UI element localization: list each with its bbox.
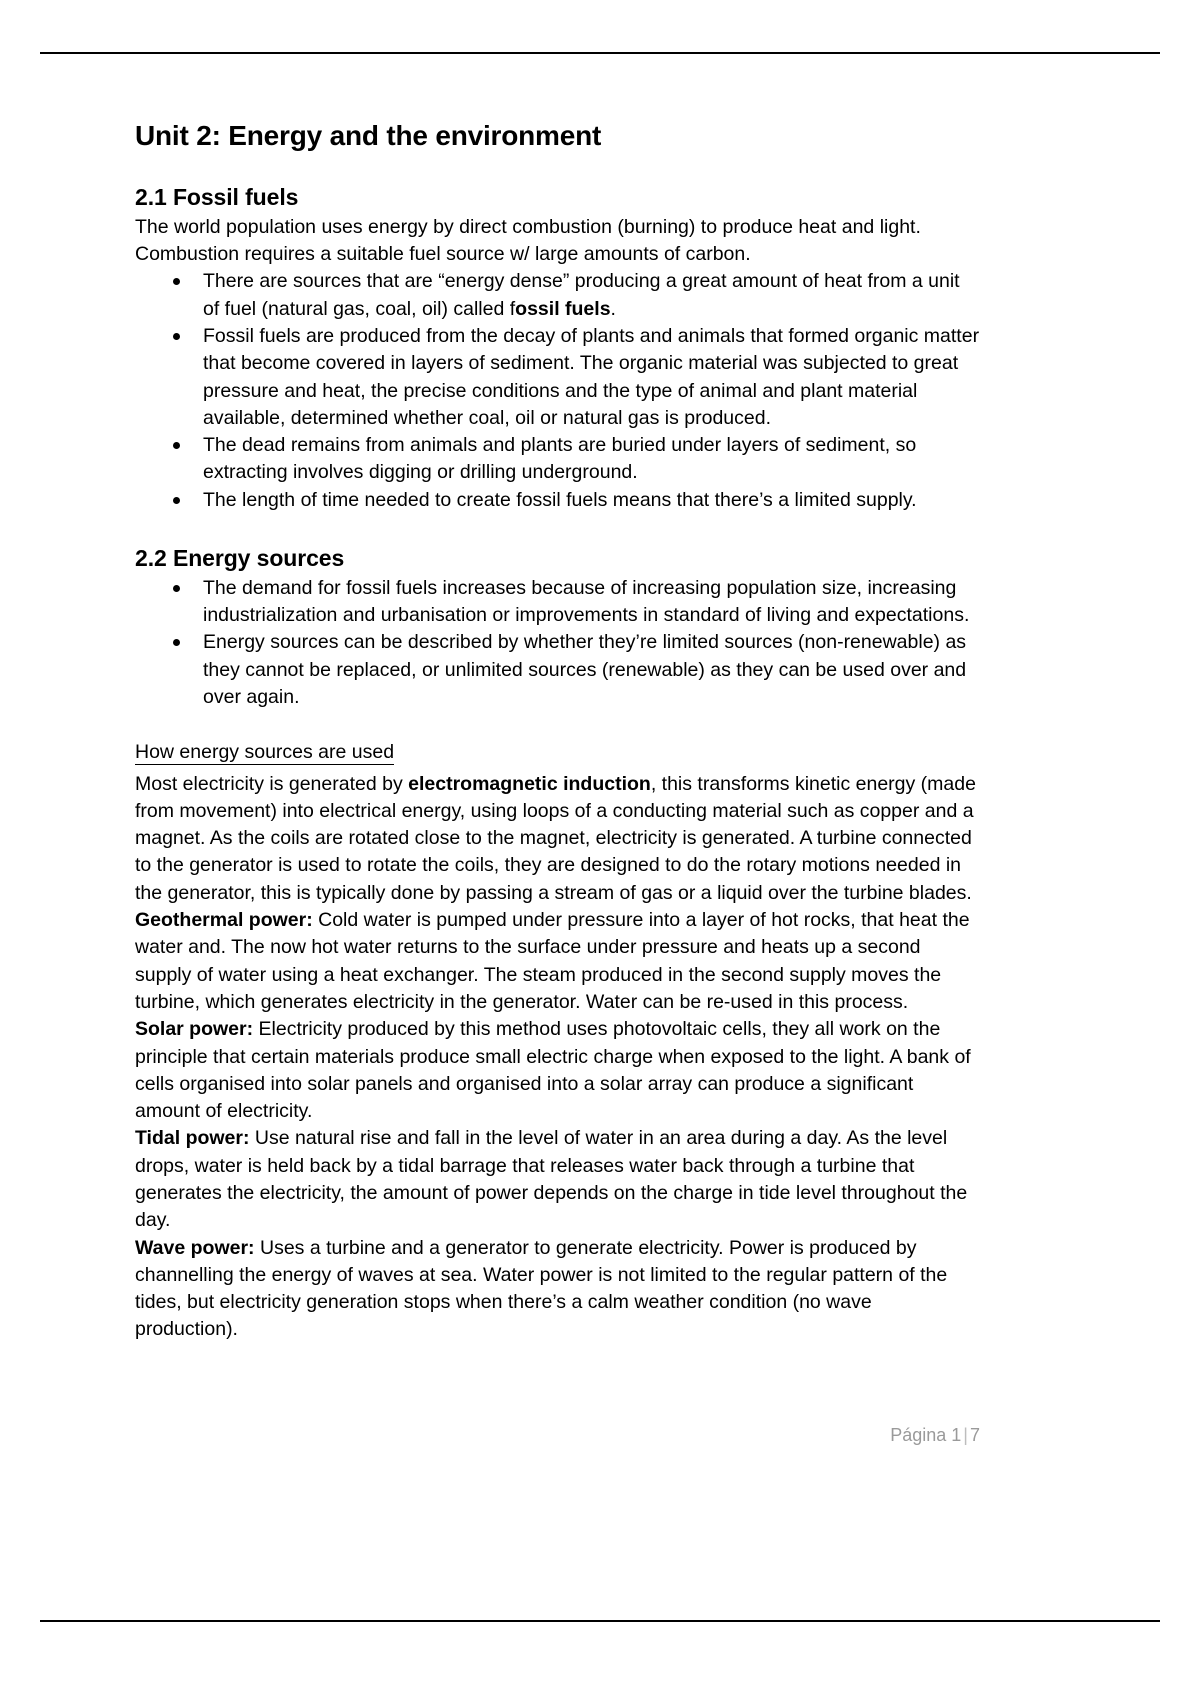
section-heading-2-1: 2.1 Fossil fuels <box>135 184 299 210</box>
footer-current-page: 1 <box>951 1425 962 1445</box>
list-item <box>135 323 980 432</box>
bullet-text: Fossil fuels are produced from the decay of plants and animals that formed organic matter that become covered in layers of sediment. The organic material was subjected to great pressure and heat, the precise conditions and the type of animal and plant material available, determined whether coal, oil or natural gas is produced. <box>203 324 980 429</box>
footer-total-pages: 7 <box>969 1425 980 1445</box>
intro-line-2: Combustion requires a suitable fuel source w/ large amounts of carbon. <box>135 243 751 266</box>
bullet-text-post: . <box>610 297 616 320</box>
bullet-dot-icon <box>173 585 180 592</box>
bullet-text: Energy sources can be described by whether they’re limited sources (non-renewable) as they cannot be replaced, or unlimited sources (renewable) as they can be used over and over again. <box>203 631 967 708</box>
tidal-power-label: Tidal power: <box>135 1127 250 1150</box>
induction-paragraph <box>135 771 980 907</box>
induction-text-post: , this transforms kinetic energy (made from movement) into electrical energy, using loops of a conducting material such as copper and a magnet. As the coils are rotated close to the magnet, electricity is generated. A turbine connected to the generator is used to rotate the coils, they are designed to do the rotary motions needed in the generator, this is typically done by passing a stream of gas or a liquid over the turbine blades. <box>135 772 976 904</box>
footer-label: Página <box>890 1425 947 1445</box>
geothermal-power-body: Cold water is pumped under pressure into a layer of hot rocks, that heat the water and. The now hot water returns to the surface under pressure and heats up a second supply of water using a heat exchanger. The steam produced in the second supply moves the turbine, which generates electricity in the generator. Water can be re-used in this process. <box>135 909 970 1013</box>
subheading-wrapper <box>135 739 980 766</box>
page-footer <box>135 1425 980 1446</box>
tidal-power-body: Use natural rise and fall in the level of water in an area during a day. As the level drops, water is held back by a tidal barrage that releases water back through a turbine that generates the electricity, the amount of power depends on the charge in tide level throughout the day. <box>135 1127 968 1232</box>
bullet-dot-icon <box>173 278 180 285</box>
wave-power-paragraph <box>135 1235 980 1344</box>
bullet-text: The dead remains from animals and plants are buried under layers of sediment, so extracting involves digging or drilling underground. <box>203 434 917 484</box>
footer-separator: | <box>963 1425 968 1445</box>
bullet-text: The demand for fossil fuels increases because of increasing population size, increasing industrialization and urbanisation or improvements in standard of living and expectations. <box>203 576 970 627</box>
wave-power-label: Wave power: <box>135 1236 255 1259</box>
section-2-1-bullet-list <box>135 268 980 514</box>
list-item <box>135 629 980 711</box>
solar-power-body: Electricity produced by this method uses photovoltaic cells, they all work on the principle that certain materials produce small electric charge when exposed to the light. A bank of cells organised into solar panels and organised into a solar array can produce a significant amount of electricity. <box>135 1018 971 1123</box>
induction-term-bold: electromagnetic induction <box>408 772 651 795</box>
solar-power-label: Solar power: <box>135 1018 254 1041</box>
list-item <box>135 268 980 323</box>
list-item <box>135 487 980 514</box>
bullet-dot-icon <box>173 639 180 646</box>
document-content <box>135 118 980 1344</box>
section-2-1-intro <box>135 214 980 269</box>
section-heading-2-2: 2.2 Energy sources <box>135 545 345 572</box>
bullet-dot-icon <box>173 333 180 340</box>
wave-power-body: Uses a turbine and a generator to generate electricity. Power is produced by channelling the energy of waves at sea. Water power is not limited to the regular pattern of the tides, but electricity generation stops when there’s a calm weather condition (no wave production). <box>135 1236 948 1341</box>
induction-text-pre: Most electricity is generated by <box>135 772 409 795</box>
page-title: Unit 2: Energy and the environment <box>135 120 602 151</box>
bullet-dot-icon <box>173 442 180 449</box>
footer-rule <box>40 1620 1160 1622</box>
tidal-power-paragraph <box>135 1125 980 1234</box>
section-2-2-bullet-list <box>135 575 980 711</box>
bullet-dot-icon <box>173 497 180 504</box>
geothermal-power-label: Geothermal power: <box>135 909 313 932</box>
geothermal-power-paragraph <box>135 907 980 1016</box>
bullet-text: The length of time needed to create fossil fuels means that there’s a limited supply. <box>203 488 917 511</box>
intro-line-1: The world population uses energy by direct combustion (burning) to produce heat and light. <box>135 215 921 238</box>
header-rule <box>40 52 1160 54</box>
solar-power-paragraph <box>135 1016 980 1125</box>
subheading-how-energy-sources-are-used: How energy sources are used <box>135 741 395 764</box>
bullet-text-pre: There are sources that are “energy dense” producing a great amount of heat from a unit of fuel (natural gas, coal, oil) called f <box>203 270 960 320</box>
list-item <box>135 575 980 630</box>
list-item <box>135 432 980 487</box>
bullet-text-bold: ossil fuels <box>515 297 611 320</box>
